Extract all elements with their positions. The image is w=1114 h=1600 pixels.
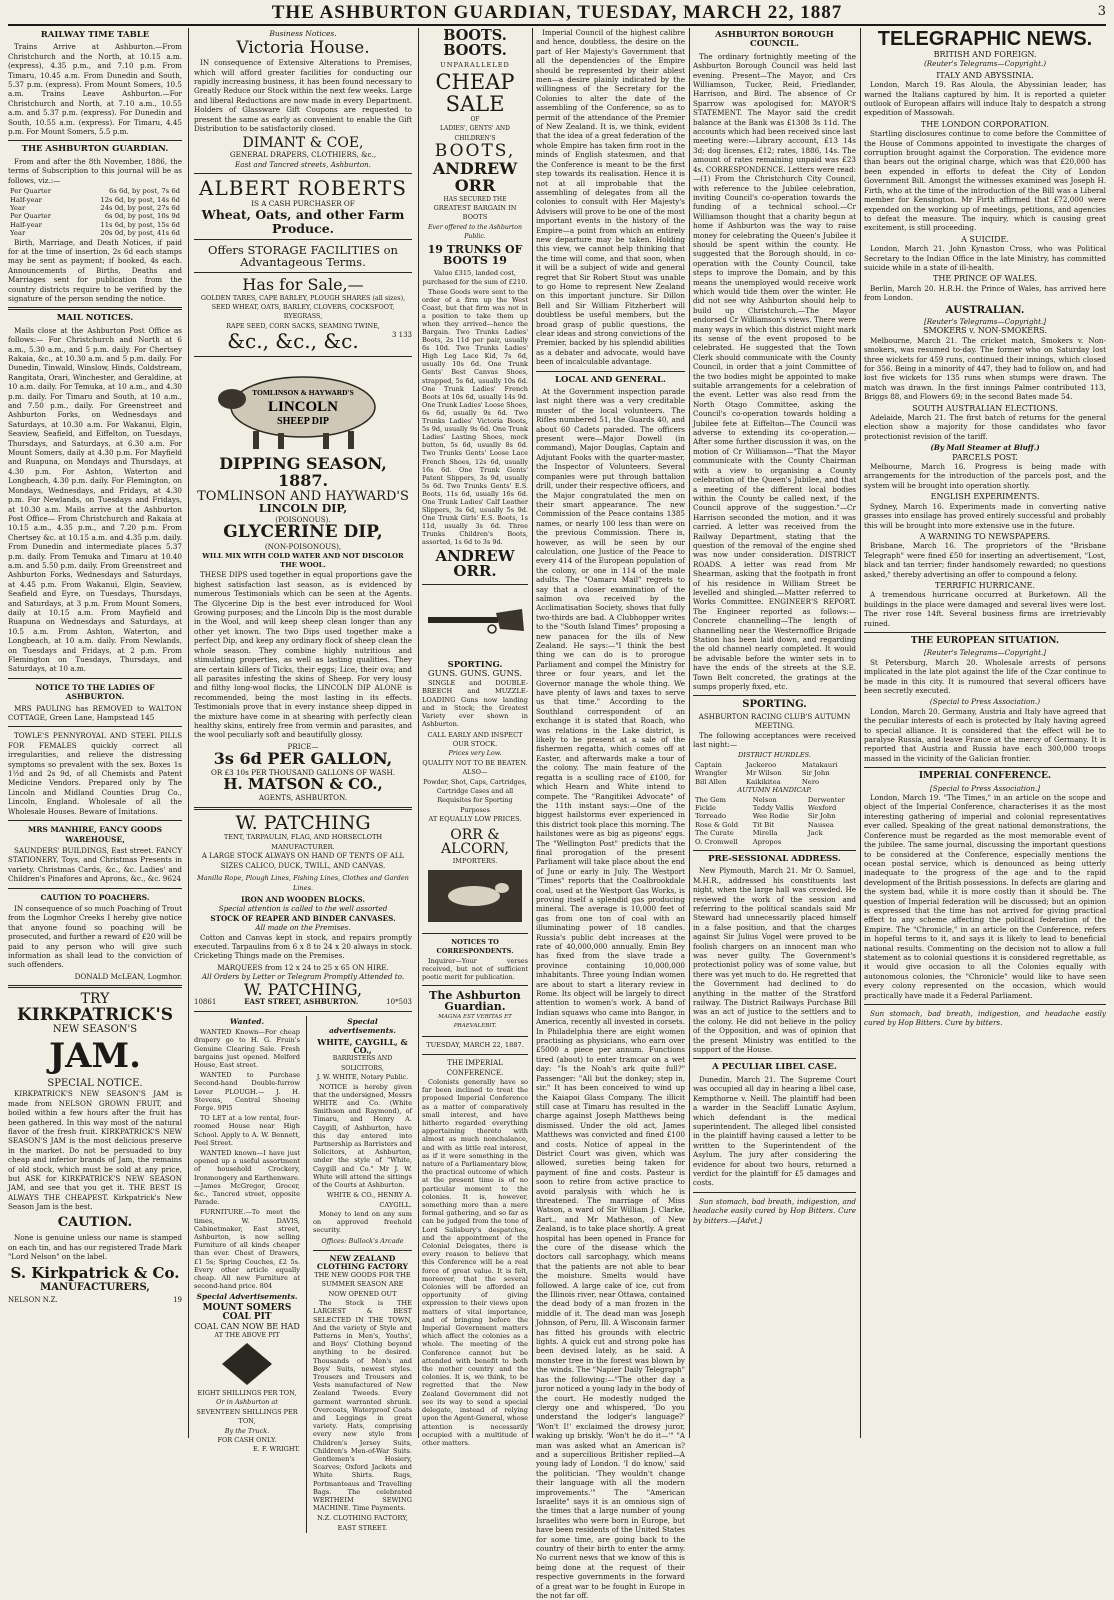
warning-text: Brisbane, March 16. The proprietors of the "Brisbane Telegraph" were fined £50 for inserting an advertisement, "Lost, black and tan terrier; finder handsomely rewarded; no questions asked," thereby advertising an offer to compound a felony. — [864, 541, 1106, 579]
british-foreign: BRITISH AND FOREIGN. — [933, 50, 1037, 59]
sheep-brand-1: TOMLINSON & HAYWARD'S — [252, 388, 354, 398]
patching-address: EAST STREET, ASHBURTON. — [244, 997, 359, 1007]
conference-continued: Imperial Council of the highest calibre and hence, doubtless, the desire on the part of Her Majesty's Government that all the dependencies of the Empire should be represented by their ablest men—a desire plainly indicated by the willingness of the Secretary for the Colonies to alter the date of the assembling of the Conference, so as to permit of the attendance of the Premier of New Zealand. It is, we think, evident that the idea of a great federation of the whole Empire has taken firm root in the minds of English statesmen, and that the Conference is meant to be the first step towards its realisation. Hence it is not at all improbable that the assembling of delegates from all the colonies to consult with Her Majesty's Advisers will prove to be one of the most important events in the history of the Empire—a point from which an entirely new departure may be taken. Holding this view, we cannot help thinking that the time will come, and that soon, when it will be a subject of wide and general regret that Sir Robert Stout was unable to go Home to represent New Zealand on this important juncture. Sir Dillon Bell and Sir William Fitzherbert will doubtless be useful members, but the broad grasp of public questions, the clear ideas and strong convictions of the Premier, backed by his splendid abilities as a debater and advocate, would have been of incalculable advantage. — [536, 28, 685, 367]
table-row: Wrangler Mr Wilson Sir John — [695, 769, 830, 778]
mail-text: Mails close at the Ashburton Post Office as follows:— For Christchurch and North at 6 a.m., 5.30 a.m., and 5 p.m. daily. For Chertsey Rakaia, &c., at 10.30 a.m. and 5 p.m. daily. For Dunedin, Tinwald, Winslow, Hinds, Coldstream, Rangitata, Orari, Winchester, and Geraldine, at 10 a.m. daily. For Temuka, at 10 a.m., and 4.30 p.m. daily. For Timaru and South, at 10 a.m., and 7.50 p.m., daily. For Greenstreet and Ashburton Forks, on Wednesdays and Saturdays, at 10.30 a.m. For Wakanui, Elgin, Seaview, Seafield, and Eiffelton, on Tuesdays, Thursdays, and Saturdays, at 6.30 a.m. For Mount Somers, daily at 4.30 p.m. For Mayfield and Ruapuna, on Mondays and Thursdays, at 4.30 p.m. For Ashton, Waterton and Longbeach, 4.30 p.m. daily. For Flemington, on Mondays, Wednesdays, and Fridays, at 4.30 p.m. For Newlands, on Tuesdays and Fridays, at 10.30 a.m. Mails arrive at the Ashburton Post Office— From Christchurch and Rakaia at 10.15 a.m., 4.35 p.m., and 7.20 p.m. From Chertsey &c. at 10.15 a.m. and 4.35 p.m. daily. From Dunedin and intermediate places 5.37 p.m. daily. From Temuka and Timaru at 10.40 a.m. and 5.50 p.m. daily. From Greenstreet and Ashburton Forks, Wednesdays and Saturdays, at 4.45 p.m. From Wakanui, Elgin, Seaview, Seafield and Eyre, on Tuesdays, Thursdays, and Saturdays, at 3 p.m. From Mount Somers, daily at 10.15 a.m. From Mayfield and Ruapuna on Wednesdays and Saturdays, at 10.5 a.m. From Ashton, Waterton, and Longbeach, at 10 a.m. daily. From Newlands, on Tuesdays and Fridays, at 2 p.m. From Flemington on Tuesdays, Thursdays, and Saturdays, at 10 a.m. — [8, 325, 182, 674]
andrew-orr-2: ANDREW ORR. — [435, 546, 515, 581]
parcels-heading: PARCELS POST. — [952, 452, 1018, 462]
notice-text: MRS PAULING has REMOVED to WALTON COTTAGE, Green Lane, Hampstead 145 — [8, 703, 182, 723]
notice-title: NOTICE TO THE LADIES OF ASHBURTON. — [35, 682, 155, 702]
seventeen-shillings: SEVENTEEN SHILLINGS PER TON, — [196, 1407, 298, 1426]
call-early: CALL EARLY AND INSPECT OUR STOCK. — [427, 730, 523, 748]
value: Value £315, landed cost, purchased for the sum of £210. — [422, 268, 528, 287]
european-heading: THE EUROPEAN SITUATION. — [910, 635, 1060, 646]
imperial-conference-heading: IMPERIAL CONFERENCE. — [918, 771, 1052, 782]
sheep-leg — [278, 433, 284, 449]
wanted-3: TO LET at a low rental, four-roomed House near High School. Apply to A. W. Bennett, Peel Street. — [194, 1114, 300, 1147]
table-row: Fickle Teddy Vallis Wexford — [695, 803, 837, 812]
towle-text: TOWLE'S PENNYROYAL AND STEEL PILLS FOR FEMALES quickly correct all irregularities, and relieve the distressing symptoms so prevalent with the sex. Boxes 1s 1½d and 2s 9d, of all Chemists and Patent Medicine Vendors. Prepared only by The Lincoln and Midland Counties Drug Co., Lincoln, England. Wholesale of all the Wholesale Houses. Beware of Imitations. — [8, 731, 182, 816]
east-street: EAST STREET. — [337, 1523, 388, 1532]
terrific-heading: TERRIFIC HURRICANE. — [935, 580, 1035, 590]
horse-body — [448, 886, 500, 906]
sale-items-2: SEED WHEAT, OATS, BARLEY, CLOVERS, COCKSFOOT, RYEGRASS, — [211, 302, 395, 321]
table-row: O. Cromwell Apropos — [695, 837, 782, 846]
special-press: [Special to Press Association.] — [929, 783, 1041, 793]
stock-reaper: STOCK OF REAPER AND BINDER CANVASES. — [210, 913, 396, 923]
patching-stock: A LARGE STOCK ALWAYS ON HAND OF TENTS OF ALL SIZES CALICO, DUCK, TWILL, AND CANVAS. — [201, 852, 405, 870]
rail-text: Trains Arrive at Ashburton.—From Christchurch and the North, at 10.15 a.m. (express), 4.35 p.m., and 7.10 p.m. From Timaru, 10.45 a.m. From Dunedin and South, 5.37 p.m. (express). From Mount Somers, 10.5 a.m. Trains Leave Ashburton.—For Christchurch and North, at 7.10 a.m., 10.55 a.m. and 5.37 p.m. (express). For Dunedin and South, 10.55 a.m. (express). For Timaru, 4.45 p.m. For Mount Somers, 5.5 p.m. — [8, 42, 182, 137]
column-rule — [689, 28, 690, 1438]
manhire-text: SAUNDERS' BUILDINGS, East street. FANCY STATIONERY, Toys, and Christmas Presents in variety. Christmas Cards, &c., &c. Ladies' and Children's Pinafores and Aprons, &c., &c. 9624 — [8, 845, 182, 884]
gun-trigger — [488, 625, 496, 633]
poachers-text: IN consequence of so much Poaching of Trout from the Logmhor Creeks I hereby give notice that anyone found so poaching will be prosecuted, and further a reward of £20 will be paid to any person who will give such information as shall lead to the conviction of such offenders. — [8, 903, 182, 970]
victoria-text: IN consequence of Extensive Alterations to Premises, which will afford greater facilities for conducting our rapidly increasing business, it has been found necessary to Greatly Reduce our Stock within the next few weeks. Large and liberal Reductions are now made in every Department. Holders of Glassware Gift Coupons are requested to present the same as early as convenient to enable the Gift Distribution to be satisfactorily closed. — [194, 58, 412, 134]
smokers-heading: SMOKERS v. NON-SMOKERS. — [923, 326, 1047, 336]
agents: AGENTS, ASHBURTON. — [258, 793, 348, 803]
column-2 — [194, 28, 412, 1532]
premises: All made on the Premises. — [255, 923, 351, 933]
orders: All Orders by Letter or Telegram Promptly Attended to. — [201, 972, 405, 982]
reuter-note-2: [Reuter's Telegrams—Copyright.] — [923, 316, 1047, 326]
guns-text: SINGLE and DOUBLE-BREECH and MUZZLE-LOADING Guns now landing and in Stock; the Greatest Variety ever shown in Ashburton. — [422, 679, 528, 729]
english-text: Sydney, March 16. Experiments made in converting native grasses into ensilage has proved entirely successful and probably this will be brought into more extensive use in the future. — [864, 501, 1106, 530]
jw-white: J. W. WHITE, Notary Public. — [316, 1073, 409, 1082]
borough-text: The ordinary fortnightly meeting of the Ashburton Borough Council was held last evening. Present—The Mayor, and Crs Williamson, Tucker, Reid, Friedlander, Harrison, and Bird. The absence of Cr Sparrow was apologised for. MAYOR'S STATEMENT. The Mayor said the credit balance at the Bank was £1308 3s 11d. The accounts which had been received since last meeting were:—Library account, £13 14s 3d; dog licenses, £12; rates, 1886, 14s. The amount of rates remaining unpaid was £23 4s. CORRESPONDENCE. Letters were read:—(1) From the Christchurch City Council, with reference to the Jubilee celebration, inviting Council's co-operation towards the funding of a technical school.—Cr Williamson thought that a charity begun at home if Ashburton was the way to raise money for celebrating the Queen's Jubilee it should be spent within the county. He suggested that the Borough should, in co-operation with the County Council, take steps to improve the Domain, and by this means the unemployed would receive work which would tide them over the winter. He did not see why Ashburton should help to build up Christchurch.—The Mayor endorsed Cr Williamson's views. There were many ways in which this district might mark its sense of the event proposed to be celebrated. He suggested that the Town Clerk should communicate with the County Council, in order that a joint Committee of the two bodies might be appointed to make suitable arrangements for a celebration of the event. Letter was also read from the North Otago Committee, asking the Council's co-operation towards holding a Jubilee fete at Eiffelton—The Council was adverse to extending its co-operation.—After some further discussion it was, on the motion of Cr Williamson—"That the Mayor communicate with the County Chairman with a view to organising a County celebration of the Queen's Jubilee, and that a meeting of the different local bodies within the County be called next, if the Council approve of the suggestion."—Cr Harrison seconded the motion, and it was carried. A letter was received from the Railway Department, stating that the question of the removal of the engine shed was now under consideration. DISTRICT ROADS. A letter was read from Mr Shearman, asking that the footpath in front of his residence in William Street be levelled and shingled.—Matter referred to Works Committee. ENGINEER'S REPORT. The Engineer reported as follows:—Concrete channelling—The length of channelling near the Westernoffice Brigade Station has been laid down, and regarding the old channel nearly completed. It would be advisable before the winter sets in to have the ends of the streets at the S.E. Town Belt concreted, the gratings at the sumps properly fixed, etc. — [693, 51, 856, 692]
ladies-gents: LADIES', GENTS' AND CHILDREN'S — [440, 125, 510, 142]
dipping-season: DIPPING SEASON, 1887. — [219, 454, 387, 490]
offices: Offices: Bullock's Arcade — [321, 1236, 404, 1245]
coal: COAL CAN NOW BE HAD — [194, 1321, 300, 1331]
price-label: PRICE— — [287, 741, 319, 751]
ever-offered: Ever offered to the Ashburton Public. — [428, 223, 522, 241]
english-heading: ENGLISH EXPERIMENTS. — [930, 492, 1040, 502]
page-number: 3 — [1097, 4, 1106, 19]
kirk-caution-text: None is genuine unless our name is stamped on each tin, and has our registered Trade Mark "Lord Nelson" on the label. — [8, 1233, 182, 1262]
trunks: 19 TRUNKS OF BOOTS 19 — [427, 242, 523, 268]
albert-storage: Offers STORAGE FACILITIES on Advantageous Terms. — [208, 242, 398, 269]
business-notices: Business Notices. — [269, 29, 337, 38]
parcels-text: Melbourne, March 16. Progress is being made with arrangements for the introduction of the parcels post, and the system will be brought into operation shortly. — [864, 462, 1106, 490]
per-gallon: 3s 6d PER GALLON, — [213, 749, 393, 769]
special-ads-heading: Special Advertisements. — [196, 1292, 298, 1302]
racing-intro: The following acceptances were received last night:— — [693, 730, 856, 750]
patching-title-2: W. PATCHING, — [243, 979, 363, 999]
reuter-note: (Reuter's Telegrams—Copyright.) — [923, 59, 1047, 69]
kirk-num: 19 — [173, 1295, 182, 1304]
column-5 — [693, 28, 856, 1440]
dimant-location: East and Tancred streets, Ashburton. — [235, 159, 371, 169]
imperial-heading: THE IMPERIAL CONFERENCE. — [446, 1059, 504, 1077]
wanted-heading: Wanted. — [229, 1016, 265, 1026]
powder: Powder, Shot, Caps, Cartridges, Cartridge Cases and all Requisites for Sporting Purposes — [423, 777, 527, 814]
sheep-leg — [348, 431, 354, 449]
money-note: Money to lend on any sum on approved freehold security. — [312, 1210, 412, 1235]
barristers: BARRISTERS AND SOLICITORS, — [332, 1055, 393, 1072]
orr-alcorn: ORR & ALCORN, — [441, 826, 509, 858]
albert-sub: IS A CASH PURCHASER OF — [251, 199, 355, 208]
rate-row: Year 24s 0d, by post, 27s 6d — [10, 203, 180, 212]
paper-title: The Ashburton Guardian. — [429, 988, 521, 1014]
subscription-rates — [8, 187, 182, 237]
kirk-place: NELSON N.Z. — [8, 1295, 58, 1304]
albert-title: ALBERT ROBERTS — [199, 176, 407, 200]
column-4 — [536, 28, 685, 1600]
column-3 — [422, 27, 528, 1447]
table-row: Bill Allen Kaikikitea Nero — [695, 777, 820, 786]
per-thousand: OR £3 10s PER THOUSAND GALLONS OF WASH. — [210, 767, 396, 777]
wanted-4: WANTED known—I have just opened up a useful assortment of household Crockery, Ironmongery and Earthenware.—James McGregor, Grocer, &c., Tancred street, opposite Parade. — [194, 1149, 300, 1207]
glycerine-dip: GLYCERINE DIP, — [223, 522, 383, 543]
boots-2: BOOTS, — [434, 141, 516, 162]
or-ashburton: Or in Ashburton at — [216, 1398, 278, 1407]
guardian-text: From and after the 8th November, 1886, the terms of Subscription to this journal will be as follows, viz.:— — [8, 156, 182, 185]
rate-row: Year 20s 0d, by post, 41s 6d — [10, 229, 180, 238]
kirk-text: KIRKPATRICK'S NEW SEASON'S JAM is made from NELSON GROWN FRUIT, and boiled within a few hours after the fruit has been gathered. In this way most of the natural flavor of the fresh fruit. KIRKPATRICK'S NEW SEASON'S JAM is the most delicious preserve in the market. Do not be persuaded to buy cheap and inferior brands of Jam, the remains of old stock, which must be sold at any price, but ASK for KIRKPATRICK'S NEW SEASON JAM, and see that you get it. THE BEST IS ALWAYS THE CHEAPEST. Kirkpatrick's New Season Jam is the best. — [8, 1089, 182, 1212]
motto: MAGNA EST VERITAS ET PRAEVALEBIT. — [438, 1013, 512, 1030]
dimant-sub: GENERAL DRAPERS, CLOTHIERS, &c., — [229, 150, 377, 160]
kirk-caution: CAUTION. — [57, 1214, 133, 1230]
also: ALSO— — [462, 768, 488, 777]
kirk-new-season: NEW SEASON'S — [52, 1023, 138, 1035]
sheep-brand-3: SHEEP DIP — [277, 416, 329, 428]
sheep-leg — [323, 433, 329, 449]
poachers-signature: DONALD McLEAN, Logmhor. — [74, 971, 182, 981]
patching-num-1: 10861 — [194, 998, 217, 1007]
kirk-firm: S. Kirkpatrick & Co. — [10, 1263, 180, 1282]
patching-title: W. PATCHING — [235, 811, 371, 834]
autumn-table — [693, 796, 856, 846]
by-truck: By the Truck. — [224, 1426, 270, 1435]
pre-sessional-heading: PRE-SESSIONAL ADDRESS. — [708, 853, 841, 864]
quality: QUALITY NOT TO BE BEATEN. — [422, 758, 528, 767]
poisonous: (POISONOUS). — [275, 514, 331, 524]
guns: GUNS. GUNS. GUNS. — [427, 669, 523, 680]
albert-wheat: Wheat, Oats, and other Farm Produce. — [201, 207, 405, 236]
australian-heading: AUSTRALIAN. — [945, 304, 1025, 316]
sheep-dip-illustration — [208, 361, 398, 453]
importers: IMPORTERS. — [452, 856, 498, 865]
special-attention: Special attention is called to the well assorted — [218, 904, 388, 914]
european-text: St Petersburg, March 20. Wholesale arrests of persons implicated in the late plot against the life of the Czar continue to be made in this city. It is rumoured that several officers have been secretly executed. — [864, 657, 1106, 695]
white-caygill: WHITE, CAYGILL, & CO., — [317, 1036, 408, 1055]
equally-low: AT EQUALLY LOW PRICES. — [428, 815, 522, 824]
masthead — [8, 2, 1106, 26]
cheap-sale: CHEAP SALE — [435, 69, 515, 116]
column-rule — [188, 28, 189, 1438]
of: OF — [470, 115, 480, 123]
andrew-orr: ANDREW ORR — [432, 159, 518, 195]
victoria-title: Victoria House. — [236, 38, 370, 59]
notices-correspondents: NOTICES TO CORRESPONDENTS. — [436, 937, 514, 956]
mount-somers: MOUNT SOMERS COAL PIT — [202, 1302, 292, 1323]
hurdles-table — [693, 761, 856, 786]
special-ads-heading-2: Special advertisements. — [328, 1016, 396, 1036]
iron-wood: IRON AND WOODEN BLOCKS. — [241, 894, 365, 904]
kirk-special: SPECIAL NOTICE. — [47, 1077, 143, 1089]
prince-text: Berlin, March 20. H.R.H. the Prince of Wales, has arrived here from London. — [864, 283, 1106, 303]
rate-row: Per Quarter 6s 0d, by post, 10s 9d — [10, 212, 180, 221]
advt: Sun stomach, bad breath, indigestion, and headache easily cured by Hop Bitters. Cure by bitters.—[Advt.] — [693, 1196, 856, 1225]
above-pit: AT THE ABOVE PIT — [214, 1331, 280, 1340]
hurdles-heading: DISTRICT HURDLES. — [737, 751, 812, 760]
non-poisonous: (NON-POISONOUS), — [264, 542, 342, 552]
sporting: SPORTING. — [447, 660, 503, 671]
mail-title: MAIL NOTICES. — [56, 313, 134, 324]
date-line: TUESDAY, MARCH 22, 1887. — [426, 1040, 524, 1049]
suicide-text: London, March 21. John Kynaston Cross, who was Political Secretary to the Indian Office in the late Ministry, has committed suicide while in a state of ill-health. — [864, 244, 1106, 272]
nz-factory: N.Z. CLOTHING FACTORY, — [317, 1514, 408, 1523]
column-rule — [532, 28, 533, 1438]
table-row: The Curate Mirella Jack — [695, 829, 823, 838]
sale-etc: &c., &c., &c. — [227, 329, 359, 354]
rate-row: Per Quarter 6s 6d, by post, 7s 6d — [10, 187, 180, 196]
manhire-title: MRS MANHIRE, FANCY GOODS WAREHOUSE, — [27, 825, 163, 844]
tomlinson-title: TOMLINSON AND HAYWARD'S — [197, 488, 409, 504]
has-secured: HAS SECURED THE — [443, 195, 507, 203]
table-row: Torreado Wee Rodie Sir John — [695, 812, 836, 821]
unparalleled: UNPARALLELED — [440, 61, 510, 70]
lincoln-dip: LINCOLN DIP, — [258, 502, 348, 516]
sheep-leg — [253, 431, 259, 449]
horse-head — [495, 883, 509, 893]
press-association: (Special to Press Association.) — [929, 697, 1041, 707]
prince-heading: THE PRINCE OF WALES. — [933, 274, 1037, 284]
italy-heading: ITALY AND ABYSSINIA. — [936, 70, 1034, 80]
nz-clothing: NEW ZEALAND CLOTHING FACTORY — [316, 1254, 409, 1272]
smokers-text: Melbourne, March 21. The cricket match, Smokers v. Non-smokers, was resumed to-day. The former who on Saturday lost three wickets for 459 runs, continued their innings, which closed for 356. Being in a minority of 447, they had to follow on, and had lost five wickets for 135 runs when stumps were drawn. The match was drawn. In the first innings Palmer contributed 113, Briggs 88, and Flowers 69; in the second Bates made 54. — [864, 335, 1106, 402]
table-row: The Gem Nelson Derwenter — [695, 795, 845, 804]
editorial-text: Colonists generally have so far been inclined to treat the proposed Imperial Conference as a matter of comparatively small interest, and have hitherto regarded everything appertaining thereto with almost as much nonchalance, and with as little real interest, as if it were something in the nature of a Parliamentary blow, the practical outcome of which at the present time is of no particular moment to the colonies. It is, however, something more than a mere formal gathering, and so far as can be judged from the tone of Lord Salisbury's despatches, and the appointment of the Colonial Delegates, there is every reason to believe that this Conference will be a real force of great value. It is felt, moreover, that the several Colonies will be afforded an opportunity of giving expression to their views upon matters of vital importance, and of bringing before the Imperial Government matters which affect the colonies as a whole. The meeting of the Conference cannot but be attended with benefit to both the mother country and the colonies. It is, we think, to be regretted that the New Zealand Government did not see its way to send a special delegate, instead of relying upon the Agent-General, whose attention is necessarily occupied with a multitude of other matters. — [422, 1077, 528, 1447]
sporting-heading: SPORTING. — [742, 699, 807, 711]
advt-2: Sun stomach, bad breath, indigestion, and headache easily cured by Hop Bitters. Cure by bitters. — [864, 1009, 1106, 1028]
table-row: Rose & Gold Tit Bit Nausea — [695, 820, 834, 829]
greatest-bargain: GREATEST BARGAIN IN BOOTS — [433, 204, 517, 222]
column-rule — [418, 28, 419, 1438]
london-heading: THE LONDON CORPORATION. — [920, 119, 1050, 129]
wanted-5: FURNITURE.—To meet the times, W. DAVIS, Cabinetmaker, East street, Ashburton, is now selling Furniture of all kinds cheaper than ever. Chest of Drawers, £1 5s; Spring Couches, £2 5s. Every other article equally cheap. All new Furniture at second-hand price. 804 — [194, 1208, 300, 1291]
reuter-note-3: [Reuter's Telegrams—Copyright.] — [923, 648, 1047, 658]
has-for-sale: Has for Sale,— — [242, 274, 364, 294]
sheep-head — [218, 389, 246, 409]
peculiar-heading: A PECULIAR LIBEL CASE. — [712, 1062, 837, 1073]
imperial-conference-text: London, March 19. "The Times," in an article on the scope and object of the Imperial Conference, characterises it as the most interesting gathering of imperial and colonial representatives ever called. Speaking of the great national demonstrations, the Conference must be regarded as the most memorable event of the jubilee. The same journal, discussing the important questions to be considered at the Conference, especially mentions the ocean postal service, which is denounced as being utterly inadequate to the progress of the age and to the rapid development of the British possessions. In defects are glaring and the system bad, while it is more costly than it should be. The question of Imperial federation will be discussed; but an opinion is expressed that the time has not arrived for giving practical effect to any scheme affecting the political federation of the Empire. The "Chronicle," in an article on the Conference, refers in hopeful terms to it, and says it is likely to lead to beneficial national results. Commenting on the decision not to allow a full statement as to colonial questions it is considered regrettable, as it would give occasion to all the Colonies equally with autonomous colonies, the "Chronicle" would like to have seen every colony represented on the occasion, which would practically have made it a Federal Parliament. — [864, 793, 1106, 1000]
autumn-heading: AUTUMN HANDICAP. — [737, 786, 812, 795]
guardian-note: Birth, Marriage, and Death Notices, if paid for at the time of insertion, 2s 6d each stamps may be sent as payment; if booked, 4s each. Announcements of Births, Deaths and Marriages sent for publication from the country districts require to be verified by the signature of the person sending the notice. — [8, 237, 182, 303]
diamond-emblem — [194, 1341, 300, 1387]
horse-illustration — [422, 866, 528, 926]
mix-note: WILL MIX WITH COLD WATER AND NOT DISCOLOR THE WOOL. — [202, 551, 404, 570]
white-text: NOTICE is hereby given that the undersigned, Messrs WHITE and Co. (White Smithson and Raymond), of Timaru, and Henry A. Caygill, of Ashburton, have this day entered into Partnership as Barristers and Solicitors, at Ashburton, under the style of "White, Caygill and Co." Mr J. W. White will attend the sittings of the Courts at Ashburton. — [312, 1082, 412, 1190]
rate-row: Half-year 12s 6d, by post, 14s 6d — [10, 195, 180, 204]
clothing-text: The Stock is THE LARGEST & BEST SELECTED IN THE TOWN, And the variety of Style and Patterns in Men's, Youths', and Boys' Clothing beyond anything to be desired. Thousands of Men's and Boys' Suits, newest styles. Trousers and Trousers and Vests manufactured of New Zealand Tweeds. Every garment warranted shrunk. Overcoats, Waterproof Coats and Leggings in great variety. Hats, comprising every new style from Children's Jersey Suits, Children's Men-of-War Suits. Gentlemen's Hosiery, Scarves; Oxford Jackets and White Shirts. Rugs, Portmanteaus and Travelling Bags. The celebrated WERTHEIM SEWING MACHINE. Time Payments. — [312, 1299, 412, 1513]
kirk-manufacturers: MANUFACTURERS, — [40, 1282, 150, 1294]
masthead-title: THE ASHBURTON GUARDIAN, TUESDAY, MARCH 22, 1887 — [271, 2, 843, 23]
column-6 — [864, 28, 1106, 1440]
cash-only: FOR CASH ONLY. — [217, 1435, 277, 1444]
boots-text: These Goods were sent to the order of a firm up the West Coast, but that firm was not in a position to take them up when they arrived—hence the Bargain. Two Trunks Ladies' Boots, 2s 11d per pair, usually 6s 10d. Two Trunks Ladies' High Leg Lace Kid, 7s 6d, usually 10s 6d. One Trunk Gents' Best Canvas Shoes, strapped, 5s 6d, usually 10s 6d. One Trunk Ladies' French Boots at 10s 6d, usually 14s 9d. One Trunk Ladies' Loose Shoes, 6s 6d, usually 9s 6d. Two Trunks Ladies' Victoria Boots, 5s 9d, usually 9s 6d. One Trunk Ladies' Lasting Shoes, mock button, 5s 6d, usually 8s 6d. Two Trunks Gents' Loose Lace French Shoes, 12s 6d, usually 16s 6d. One Trunk Gents' Patent Slippers, 3s 9d, usually 5s 6d. Two Trunks Gents' E.S. Boots, 11s 6d, usually 16s 6d. One Trunk Ladies' Calf Leather Slippers, 3s 6d, usually 5s 9d. One Trunk Girls' E.S. Boots, 1s 11d, usually 3s 6d. Three Trunks Children's Boots, assorted, 1s 6d to 3s 9d. — [422, 287, 528, 547]
borough-heading: ASHBURTON BOROUGH COUNCIL. — [715, 30, 834, 50]
peculiar-text: Dunedin, March 21. The Supreme Court was occupied all day in hearing a libel case, Kempthorne v. Neill. The plaintiff had been a warder in the Seacliff Lunatic Asylum, which defendant is the medical superintendent. The alleged libel consisted in the plaintiff having caused a letter to be written to the Superintendent of the Asylum. The jury after considering the evidence for about two hours, returned a verdict for the plaintiff for £5 damages and costs. — [693, 1074, 856, 1188]
kirk-name: KIRKPATRICK'S — [17, 1004, 173, 1025]
european-text-2: London, March 20. Germany, Austria and Italy have agreed that the peculiar interests of each is protected by Italy having agreed to special alliance. It is considered that the effect will be to paralyse Russia, and leave France at the mercy of Germany. It is reported that Austria and Russia have each 300,000 troops massed in the vicinity of the Galician frontier. — [864, 706, 1106, 763]
patching-num-2: 10*503 — [386, 998, 412, 1007]
rate-row: Half-year 11s 6d, by post, 15s 6d — [10, 220, 180, 229]
kirk-jam: JAM. — [49, 1036, 141, 1077]
sale-num: 3 133 — [391, 331, 412, 340]
wanted-1: WANTED Known—For cheap drapery go to H. G. Fruin's Genuine Clearing Sale. Fresh bargains just opened. Melford House, East street. — [194, 1028, 300, 1069]
diamond-shape — [222, 1343, 272, 1385]
gun-illustration — [422, 589, 528, 659]
sa-heading: SOUTH AUSTRALIAN ELECTIONS. — [912, 403, 1058, 413]
notices-text: Inquirer—Your verses received, but not of sufficient poetic merit for publication. — [422, 956, 528, 981]
dimant-title: DIMANT & COE, — [242, 134, 364, 151]
patching-sub: TENT, TARPAULIN, FLAG, AND HORSECLOTH MANUFACTURER. — [223, 833, 383, 851]
marquees: MARQUEES from 12 x 24 to 25 x 65 ON HIRE. — [217, 962, 389, 972]
patching-rope: Manilla Rope, Plough Lines, Fishing Lines, Clothes and Garden Lines. — [197, 874, 409, 892]
mail-steamer: (By Mail Steamer at Bluff.) — [930, 443, 1040, 453]
london-text: Startling disclosures continue to come before the Committee of the House of Commons appointed to investigate the charges of corruption brought against the Corporation. The evidence more than bears out the original charge, which was that £20,000 has been expended in efforts to defeat the City of London Government Bill. Amongst the witnesses examined was Joseph H. Firth, who at the time of the introduction of the Bill was a Liberal member for Kensington. Mr Firth affirmed that £72,000 were expended on the working up of meetings, petitions, and agencies to defeat the measure. The inquiry, which is causing great excitement, is still proceeding. — [864, 129, 1106, 233]
local-general-text: At the Government inspection parade last night there was a very creditable muster of the local volunteers. The Rifles numbered 51, the Guards 40, and about 60 Cadets paraded. The officers present were—Major Dowell (in command), Major Douglas, Captain and Adjutant Fooks with the quarter-master, the Inspector of Volunteers. Several companies were put through battalion drill, under their respective officers, and the Major congratulated the men on their smart appearance. The new Commission of the Peace contains 1385 names, or nearly 100 less than were on the previous Commission. There is, however, as will be seen by our calculation, one Justice of the Peace to every 414 of the European population of the colony, or one in 114 of the male adults. The "Oamaru Mail" regrets to say that a closer examination of the salmon ova received by the Acclimatisation Society, shows that fully two-thirds are bad. A Clubhopper writes to the "South Island Times" proposing a new panacea for the ills of New Zealand. He says:—"I think the best thing we can do is to prorogue Parliament and compel the Ministry for three or four years, and let the Governor manage the whole thing. We have plenty of laws and taxes to serve us that time." According to the Southland correspondent of an exchange it is stated that Roach, who was relations in the Lake district, is likely to be present at a sale of the fishermen regatta, which comes off at Easter, and afterwards make a tour of the colony. The main feature of the regatta is a sculling race of £100, for which Hearn and White intend to compete. The "Rangitikei Advocate" of the 11th instant says:—One of the biggest hailstorms ever experienced in this district took place this morning. The hailstones were as big as pigeons' eggs. The "Wellington Post" predicts that the final prorogation of the present Parliament will take place about the end of June or early in July. The Westport "Times" reports that the Coalbrookdale coal, used at the Westport Gas Works, is proving itself a splendid gas producing mineral. The average is 10,000 feet of gas from one ton of coal with an illuminating power of 18 candles. Russia's public debt increases at the rate of 40,000,000 annually. Emin Bey has fixed from the slave trade a province containing 10,000,000 inhabitants. Three young Indian women are about to start a literary review in Rome. Its object will be largely to direct attention to women's work. A band of Indian squaws who came into Bangor, in America, recently all invested in corsets. In Philadelphia there are eight women practising as physicians, who earn over £5000 a piece per annum. Functions tired (about) to enter tramcar on a wet day: "Is the Noah's ark quite full?" Passenger: "All but the donkey; step in, sir." It has been conceived to wind up the Kaiapoi Glass Company. The illicit still case at Timaru has resulted in the charge against Joseph Matthews being dismissed. Under the old act, James Matthews was convicted and fined £100 and costs. Notice of appeal in the District Court was given, which was allowed, sureties being taken for payment of fine and costs. Pasteur is soon to retire from active practice to avoid paralysis with which he is threatened. The marriage of Miss Watson, a ward of Sir William J. Clarke, Bart., and Mr Matheson, of New Zealand, is to take place shortly. A great hospital has been opened in France for the cure of the disease which the doctors call sarcophagy, which means that the patients are not able to bear the moisture. Smelts would have followed. A large cake of ice, cut from the Illinois river, near Ottawa, contained the dead body of a man frozen in the middle of it. The dead man was Joseph Johnson, of Peru, Ill. A Wisconsin farmer has fitted his grounds with electric lights. A quick cut and strong poke has been devised lately, as he said. A monster tree in the forest was blown by the winds. The "Napier Daily Telegraph" has the following:—"The other day a juror noticed a young lady in the body of the court. He modestly nudged the clergy one and whispered, 'Do you understand the lodger's language?' 'Won't I!' exclaimed the drowsy juror, waking up briskly. 'Won't he do it—'" "A man was asked what an American is? and a supercilious Britisher replied—A young lady of London. 'I do know,' said the politician. 'They wouldn't change their language with all the modern improvements.'" The "American Israelite" says it is an omnious sign of the times that a large number of young Israelites who were born in Europe, but have been residents of the United States for some time, are going back to the country of their birth to enter the army. No current news that we know of this is being done at the request of their respective governments in the forward of a great war to be fought in Europe in the not far off. — [536, 387, 685, 1600]
italy-text: London, March 19. Ras Aloula, the Abyssinian leader, has warned the Italians captured by him. It is reported a quieter outlook of European affairs will induce Italy to despatch a strong expedition of Massowah. — [864, 80, 1106, 118]
column-rule — [860, 28, 861, 1438]
sale-items-1: GOLDEN TARES, CAPE BARLEY, PLOUGH SHARES (all sizes), — [200, 293, 406, 302]
eight-shillings: EIGHT SHILLINGS PER TON, — [197, 1388, 297, 1397]
wright: E. F. WRIGHT. — [253, 1445, 300, 1454]
suicide-heading: A SUICIDE. — [961, 234, 1009, 244]
new-goods: THE NEW GOODS FOR THE SUMMER SEASON ARE NOW OPENED OUT — [314, 1270, 411, 1298]
pre-sessional-text: New Plymouth, March 21. Mr O. Samuel, M.H.R., addressed his constituents last night, when the large hall was crowded. He reviewed the work of the session and referring to the political scandals said Mr Steward had unnecessarily placed himself in a false position, and that the charges against Sir Julius Vogel were proved to be foolish chargers on an innocent man who was never guilty. The Government's protectionist policy was of some value, but there was yet much to do. He regretted that the Government had declined to do anything in the matter of the Stratford railway. The District Railways Purchase Bill was an act of justice to the settlers and to the colony. He did not believe in the policy of the Opposition, and was of opinion that the present Ministry was entitled to the support of the House. — [693, 866, 856, 1055]
patching-text: Cotton and Canvas kept in stock, and repairs promptly executed. Tarpaulins from 6 x 8 to 24 x 20 always in stock. Cricketing Things made on the Premises. — [194, 932, 412, 961]
warning-heading: A WARNING TO NEWSPAPERS. — [919, 531, 1051, 541]
gun-barrel — [428, 617, 498, 623]
matson-title: H. MATSON & CO., — [223, 775, 383, 794]
prices-low: Prices very Low. — [448, 749, 502, 758]
telegraphic-heading: TELEGRAPHIC NEWS. — [877, 28, 1093, 50]
terrific-text: A tremendous hurricane occurred at Burketown. All the buildings in the place were damaged and several lives were lost. The river rose 14ft. Several business firms are irretrievably ruined. — [864, 590, 1106, 628]
guardian-title: THE ASHBURTON GUARDIAN. — [21, 144, 169, 155]
gun-stock — [496, 609, 524, 631]
table-row: Captain Jackeroo Matakauri — [695, 760, 838, 769]
poachers-title: CAUTION TO POACHERS. — [40, 892, 150, 902]
sale-items-3: RAPE SEED, CORN SACKS, SEAMING TWINE, — [226, 321, 380, 330]
sheep-brand-2: LINCOLN — [267, 399, 339, 416]
boots-title: BOOTS. BOOTS. — [443, 27, 507, 60]
rail-title: RAILWAY TIME TABLE — [40, 30, 150, 40]
racing-heading: ASHBURTON RACING CLUB'S AUTUMN MEETING. — [698, 711, 851, 731]
dip-text: THESE DIPS used together in equal proportions gave the highest satisfaction last season, as is evidenced by numerous Testimonials which can be seen at the Agents. The Glycerine Dip is the best ever introduced for Wool Growing purposes; and the Lincoln Dip is the most durable in the Wool, and will keep sheep clean longer than any other yet known. The two Dips used together make a perfect Dip, and keep any ordinary flock of sheep clean the whole season. They combine highly nutritious and stimulating properties, as well as lasting qualities. They are certain killers of Ticks, their eggs; Lice, their ova; and all parasites infesting the skins of Sheep. For very lousy and filthy long-wool flocks, the LINCOLN DIP ALONE is recommended, being the most lasting in its effects. Testimonials prove that in every instance sheep dipped in the mixture have come in at shearing with perfectly clean healthy skins, entirely free from vermin and parasites, and the wool peculiarly soft and beautifully glossy. — [194, 570, 412, 740]
white-signature: WHITE & CO., HENRY A. CAYGILL. — [326, 1191, 412, 1209]
sa-text: Adelaide, March 21. The first batch of returns for the general election show a majority for those candidates who favor protectionist revision of the tariff. — [864, 413, 1106, 441]
wanted-2: WANTED to Purchase Second-hand Double-furrow Lever PLOUGH.— J. H. Stevens, Central Shoeing Forge. 9Pl5 — [194, 1071, 300, 1112]
column-1 — [8, 28, 182, 1440]
kirk-try: TRY — [80, 991, 110, 1008]
local-general-heading: LOCAL AND GENERAL. — [555, 374, 666, 385]
